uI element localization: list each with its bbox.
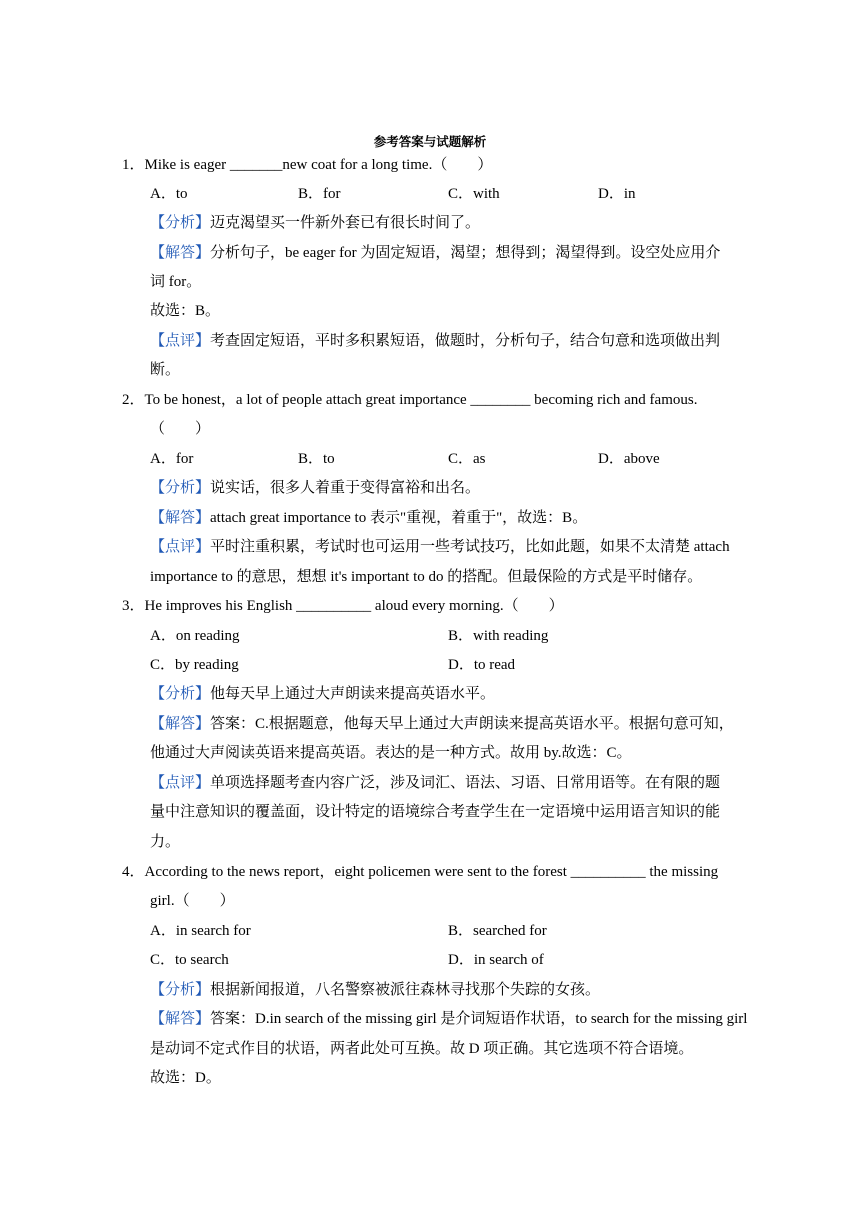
- answer-tag: 【解答】: [150, 1011, 211, 1027]
- q1-option-b: B．for: [298, 186, 341, 202]
- q1-option-a: A．to: [150, 186, 188, 202]
- answer-tag: 【解答】: [150, 716, 211, 732]
- question-4-stem: 4．According to the news report，eight policemen were sent to the forest __________ the missing: [122, 864, 719, 880]
- question-4-stem-cont: girl.（ ）: [150, 893, 235, 909]
- analysis-tag: 【分析】: [150, 480, 211, 496]
- comment-tag: 【点评】: [150, 775, 211, 791]
- q3-option-c: C．by reading: [150, 657, 239, 673]
- question-2-stem-cont: （ ）: [150, 421, 211, 437]
- q4-option-b: B．searched for: [448, 923, 547, 939]
- comment-tag: 【点评】: [150, 539, 211, 555]
- q2-analysis: 【分析】说实话，很多人着重于变得富裕和出名。: [150, 480, 481, 496]
- analysis-tag: 【分析】: [150, 982, 211, 998]
- q4-option-d: D．in search of: [448, 952, 544, 968]
- q4-analysis: 【分析】根据新闻报道，八名警察被派往森林寻找那个失踪的女孩。: [150, 982, 601, 998]
- q3-answer-cont: 他通过大声阅读英语来提高英语。表达的是一种方式。故用 by.故选：C。: [150, 745, 632, 761]
- q2-comment-cont: importance to 的意思，想想 it's important to do 的搭配。但最保险的方式是平时储存。: [150, 569, 703, 585]
- q3-option-d: D．to read: [448, 657, 516, 673]
- q3-comment-cont-2: 力。: [150, 834, 181, 850]
- question-3-stem: 3．He improves his English __________ aloud every morning.（ ）: [122, 598, 564, 614]
- q2-option-a: A．for: [150, 451, 194, 467]
- q3-option-a: A．on reading: [150, 628, 240, 644]
- q3-answer: 【解答】答案：C.根据题意，他每天早上通过大声朗读来提高英语水平。根据句意可知，: [150, 716, 734, 732]
- q2-comment: 【点评】平时注重积累，考试时也可运用一些考试技巧，比如此题，如果不太清楚 attach: [150, 539, 730, 555]
- q3-comment: 【点评】单项选择题考查内容广泛，涉及词汇、语法、习语、日常用语等。在有限的题: [150, 775, 721, 791]
- q4-choice: 故选：D。: [150, 1070, 221, 1086]
- analysis-tag: 【分析】: [150, 215, 211, 231]
- q1-comment: 【点评】考查固定短语，平时多积累短语，做题时，分析句子，结合句意和选项做出判: [150, 333, 721, 349]
- q3-option-b: B．with reading: [448, 628, 549, 644]
- q1-analysis: 【分析】迈克渴望买一件新外套已有很长时间了。: [150, 215, 481, 231]
- q3-analysis: 【分析】他每天早上通过大声朗读来提高英语水平。: [150, 686, 496, 702]
- q1-answer: 【解答】分析句子，be eager for 为固定短语，渴望；想得到；渴望得到。设空处应用介: [150, 245, 721, 261]
- answer-tag: 【解答】: [150, 245, 211, 261]
- question-1-stem: 1．Mike is eager _______new coat for a long time.（ ）: [122, 157, 493, 173]
- q4-option-c: C．to search: [150, 952, 229, 968]
- q2-option-b: B．to: [298, 451, 335, 467]
- q1-option-c: C．with: [448, 186, 500, 202]
- q4-answer-cont: 是动词不定式作目的状语，两者此处可互换。故 D 项正确。其它选项不符合语境。: [150, 1041, 694, 1057]
- q1-choice: 故选：B。: [150, 303, 221, 319]
- q2-option-d: D．above: [598, 451, 660, 467]
- page-title: 参考答案与试题解析: [373, 134, 487, 149]
- q4-option-a: A．in search for: [150, 923, 251, 939]
- question-2-stem: 2．To be honest，a lot of people attach great importance ________ becoming rich and famous.: [122, 392, 698, 408]
- analysis-tag: 【分析】: [150, 686, 211, 702]
- comment-tag: 【点评】: [150, 333, 211, 349]
- q1-answer-cont: 词 for。: [150, 274, 202, 290]
- q4-answer: 【解答】答案：D.in search of the missing girl 是介词短语作状语，to search for the missing girl: [150, 1011, 748, 1027]
- q1-comment-cont: 断。: [150, 362, 181, 378]
- answer-tag: 【解答】: [150, 510, 211, 526]
- q1-option-d: D．in: [598, 186, 636, 202]
- q2-option-c: C．as: [448, 451, 486, 467]
- q3-comment-cont: 量中注意知识的覆盖面，设计特定的语境综合考查学生在一定语境中运用语言知识的能: [150, 804, 721, 820]
- q2-answer: 【解答】attach great importance to 表示"重视，着重于"，故选：B。: [150, 510, 588, 526]
